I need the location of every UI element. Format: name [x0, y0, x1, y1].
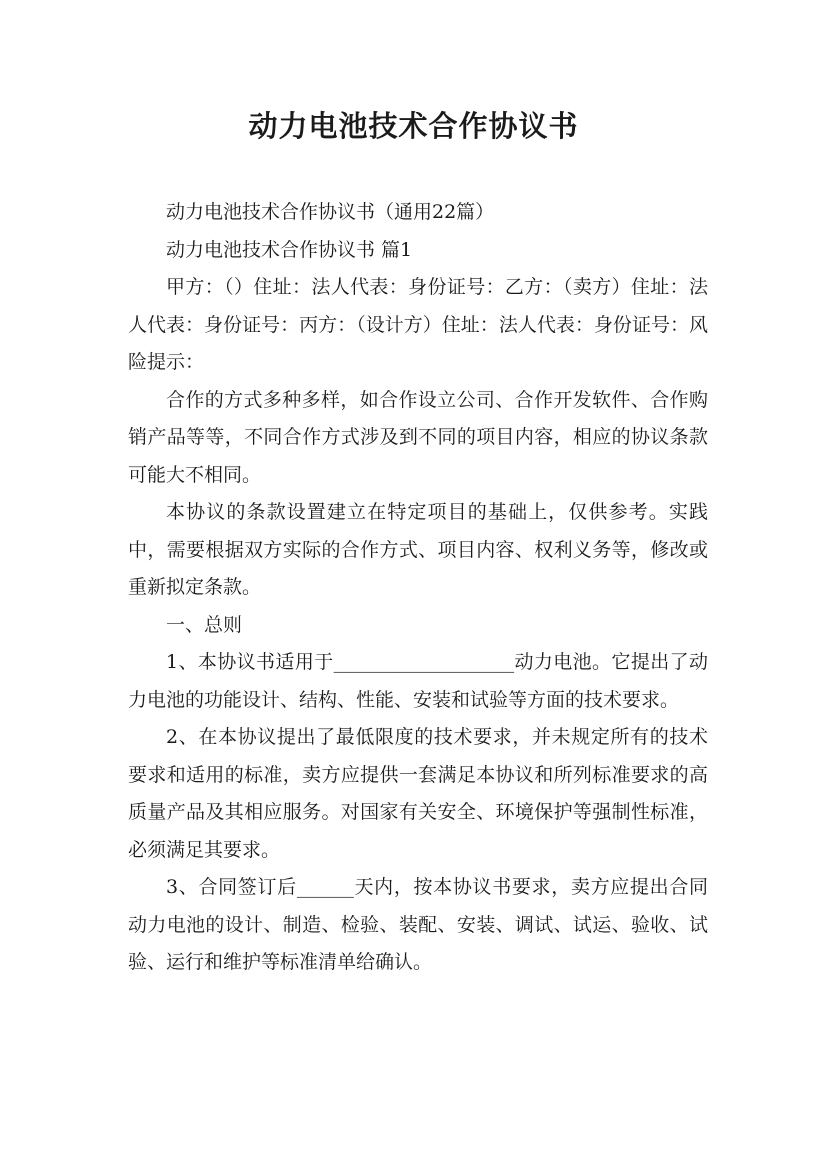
paragraph-clause-3: 3、合同签订后______天内，按本协议书要求，卖方应提出合同动力电池的设计、制造、检验、装配、安装、调试、试运、验收、试验、运行和维护等标准清单给确认。 [128, 876, 708, 973]
document-title: 动力电池技术合作协议书 [248, 109, 579, 143]
document-body [128, 194, 708, 982]
paragraph-subtitle: 动力电池技术合作协议书（通用22篇） [166, 201, 495, 223]
paragraph-clause-1: 1、本协议书适用于___________________动力电池。它提出了动力电池的功能设计、结构、性能、安装和试验等方面的技术要求。 [128, 651, 708, 711]
paragraph-clause-2: 2、在本协议提出了最低限度的技术要求，并未规定所有的技术要求和适用的标准，卖方应提供一套满足本协议和所列标准要求的高质量产品及其相应服务。对国家有关安全、环境保护等强制性标准，必须满足其要求。 [128, 726, 708, 861]
paragraph-risk-note-2: 本协议的条款设置建立在特定项目的基础上，仅供参考。实践中，需要根据双方实际的合作方式、项目内容、权利义务等，修改或重新拟定条款。 [128, 501, 708, 598]
paragraph-risk-note-1: 合作的方式多种多样，如合作设立公司、合作开发软件、合作购销产品等等，不同合作方式涉及到不同的项目内容，相应的协议条款可能大不相同。 [128, 388, 708, 486]
paragraph-section-heading: 动力电池技术合作协议书 篇1 [166, 238, 413, 261]
paragraph-parties: 甲方：（）住址：法人代表：身份证号：乙方：（卖方）住址：法人代表：身份证号：丙方：（设计方）住址：法人代表：身份证号：风险提示： [128, 276, 708, 373]
paragraph-general-heading: 一、总则 [166, 613, 243, 636]
